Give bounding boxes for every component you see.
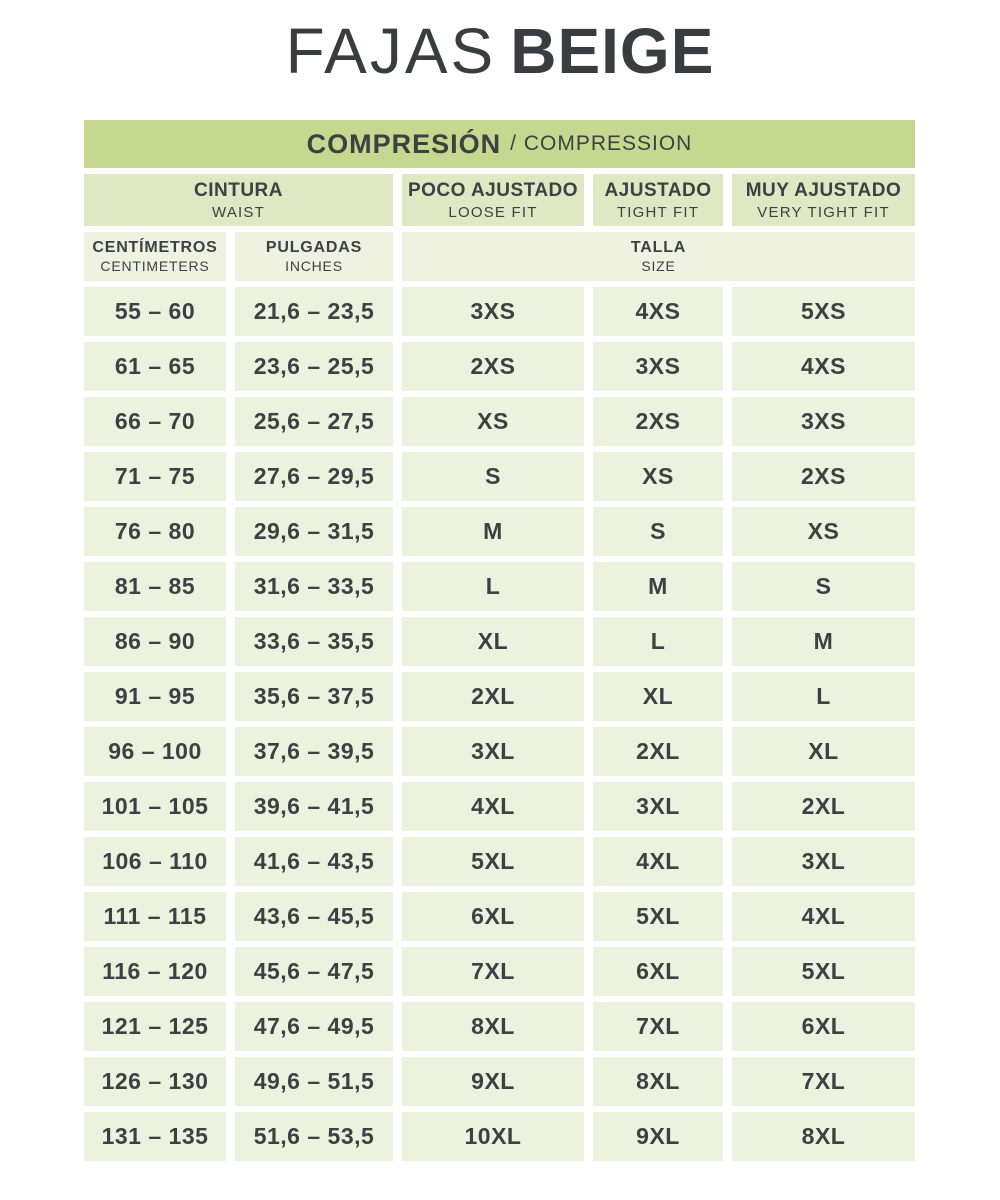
cell-size-loose-fit: 8XL: [402, 1002, 584, 1051]
compression-banner-en: / COMPRESSION: [510, 132, 693, 155]
cell-size-loose-fit: 5XL: [402, 837, 584, 886]
cell-size-very-tight-fit: 7XL: [732, 1057, 915, 1106]
subheader-centimeters: [84, 232, 226, 281]
header-cintura-es: CINTURA: [194, 179, 283, 201]
cell-size-tight-fit: 8XL: [593, 1057, 723, 1106]
cell-size-very-tight-fit: 5XS: [732, 287, 915, 336]
cell-waist-cm: 106 – 110: [84, 837, 226, 886]
cell-size-loose-fit: S: [402, 452, 584, 501]
cell-waist-cm: 81 – 85: [84, 562, 226, 611]
cell-size-tight-fit: 3XS: [593, 342, 723, 391]
size-table-grid: [84, 120, 915, 1161]
cell-waist-cm: 101 – 105: [84, 782, 226, 831]
cell-waist-inches: 29,6 – 31,5: [235, 507, 393, 556]
compression-banner: [84, 120, 915, 168]
cell-size-very-tight-fit: 6XL: [732, 1002, 915, 1051]
cell-waist-inches: 51,6 – 53,5: [235, 1112, 393, 1161]
cell-waist-cm: 71 – 75: [84, 452, 226, 501]
cell-size-very-tight-fit: L: [732, 672, 915, 721]
cell-size-loose-fit: XS: [402, 397, 584, 446]
cell-waist-cm: 111 – 115: [84, 892, 226, 941]
cell-size-very-tight-fit: M: [732, 617, 915, 666]
cell-size-very-tight-fit: 3XS: [732, 397, 915, 446]
cell-waist-inches: 37,6 – 39,5: [235, 727, 393, 776]
cell-size-tight-fit: 9XL: [593, 1112, 723, 1161]
cell-size-very-tight-fit: 2XL: [732, 782, 915, 831]
cell-waist-inches: 27,6 – 29,5: [235, 452, 393, 501]
cell-size-very-tight-fit: 8XL: [732, 1112, 915, 1161]
cell-size-very-tight-fit: 2XS: [732, 452, 915, 501]
subheader-inches-en: INCHES: [285, 258, 343, 274]
header-cintura-en: WAIST: [212, 203, 265, 221]
cell-waist-inches: 31,6 – 33,5: [235, 562, 393, 611]
cell-size-loose-fit: 6XL: [402, 892, 584, 941]
cell-waist-cm: 66 – 70: [84, 397, 226, 446]
cell-size-loose-fit: 4XL: [402, 782, 584, 831]
cell-waist-inches: 49,6 – 51,5: [235, 1057, 393, 1106]
cell-size-loose-fit: L: [402, 562, 584, 611]
cell-size-tight-fit: 2XS: [593, 397, 723, 446]
subheader-centimeters-en: CENTIMETERS: [100, 258, 210, 274]
subheader-inches-es: PULGADAS: [265, 239, 363, 256]
subheader-size: [402, 232, 915, 281]
header-loose-fit: [402, 174, 584, 226]
cell-waist-cm: 131 – 135: [84, 1112, 226, 1161]
cell-waist-inches: 21,6 – 23,5: [235, 287, 393, 336]
cell-size-loose-fit: XL: [402, 617, 584, 666]
cell-size-tight-fit: XL: [593, 672, 723, 721]
page-title-light: FAJAS: [285, 15, 497, 87]
cell-waist-cm: 96 – 100: [84, 727, 226, 776]
cell-size-tight-fit: S: [593, 507, 723, 556]
page-title: [0, 16, 1000, 86]
header-very-tight-fit-en: VERY TIGHT FIT: [757, 203, 890, 221]
header-cintura: [84, 174, 393, 226]
header-very-tight-fit-es: MUY AJUSTADO: [745, 179, 902, 201]
cell-size-loose-fit: 9XL: [402, 1057, 584, 1106]
cell-size-loose-fit: 3XS: [402, 287, 584, 336]
cell-size-very-tight-fit: 3XL: [732, 837, 915, 886]
cell-waist-cm: 76 – 80: [84, 507, 226, 556]
cell-size-loose-fit: 7XL: [402, 947, 584, 996]
cell-size-loose-fit: M: [402, 507, 584, 556]
cell-size-loose-fit: 10XL: [402, 1112, 584, 1161]
cell-waist-inches: 45,6 – 47,5: [235, 947, 393, 996]
cell-size-loose-fit: 2XS: [402, 342, 584, 391]
compression-banner-es: COMPRESIÓN: [306, 128, 502, 159]
cell-size-very-tight-fit: XS: [732, 507, 915, 556]
cell-size-tight-fit: 4XL: [593, 837, 723, 886]
cell-waist-cm: 121 – 125: [84, 1002, 226, 1051]
header-loose-fit-en: LOOSE FIT: [448, 203, 538, 221]
subheader-size-es: TALLA: [630, 239, 687, 256]
cell-size-loose-fit: 2XL: [402, 672, 584, 721]
header-tight-fit-en: TIGHT FIT: [616, 203, 700, 221]
cell-size-tight-fit: 2XL: [593, 727, 723, 776]
cell-size-very-tight-fit: 5XL: [732, 947, 915, 996]
cell-waist-inches: 41,6 – 43,5: [235, 837, 393, 886]
subheader-inches: [235, 232, 393, 281]
cell-size-loose-fit: 3XL: [402, 727, 584, 776]
cell-waist-cm: 86 – 90: [84, 617, 226, 666]
cell-waist-cm: 126 – 130: [84, 1057, 226, 1106]
cell-size-tight-fit: 7XL: [593, 1002, 723, 1051]
cell-waist-inches: 35,6 – 37,5: [235, 672, 393, 721]
subheader-size-en: SIZE: [641, 258, 676, 274]
cell-size-very-tight-fit: XL: [732, 727, 915, 776]
subheader-centimeters-es: CENTÍMETROS: [92, 239, 218, 256]
cell-size-very-tight-fit: 4XL: [732, 892, 915, 941]
cell-waist-cm: 91 – 95: [84, 672, 226, 721]
cell-size-tight-fit: 4XS: [593, 287, 723, 336]
cell-waist-inches: 23,6 – 25,5: [235, 342, 393, 391]
cell-size-tight-fit: 3XL: [593, 782, 723, 831]
cell-waist-inches: 33,6 – 35,5: [235, 617, 393, 666]
cell-size-tight-fit: 5XL: [593, 892, 723, 941]
header-tight-fit-es: AJUSTADO: [604, 179, 712, 201]
cell-waist-inches: 47,6 – 49,5: [235, 1002, 393, 1051]
header-tight-fit: [593, 174, 723, 226]
cell-size-tight-fit: M: [593, 562, 723, 611]
cell-size-tight-fit: 6XL: [593, 947, 723, 996]
cell-waist-inches: 39,6 – 41,5: [235, 782, 393, 831]
cell-waist-cm: 116 – 120: [84, 947, 226, 996]
header-very-tight-fit: [732, 174, 915, 226]
cell-size-tight-fit: L: [593, 617, 723, 666]
cell-size-tight-fit: XS: [593, 452, 723, 501]
cell-waist-inches: 25,6 – 27,5: [235, 397, 393, 446]
cell-waist-cm: 61 – 65: [84, 342, 226, 391]
cell-size-very-tight-fit: 4XS: [732, 342, 915, 391]
page-title-bold: BEIGE: [510, 15, 715, 87]
cell-waist-inches: 43,6 – 45,5: [235, 892, 393, 941]
cell-size-very-tight-fit: S: [732, 562, 915, 611]
cell-waist-cm: 55 – 60: [84, 287, 226, 336]
header-loose-fit-es: POCO AJUSTADO: [407, 179, 579, 201]
